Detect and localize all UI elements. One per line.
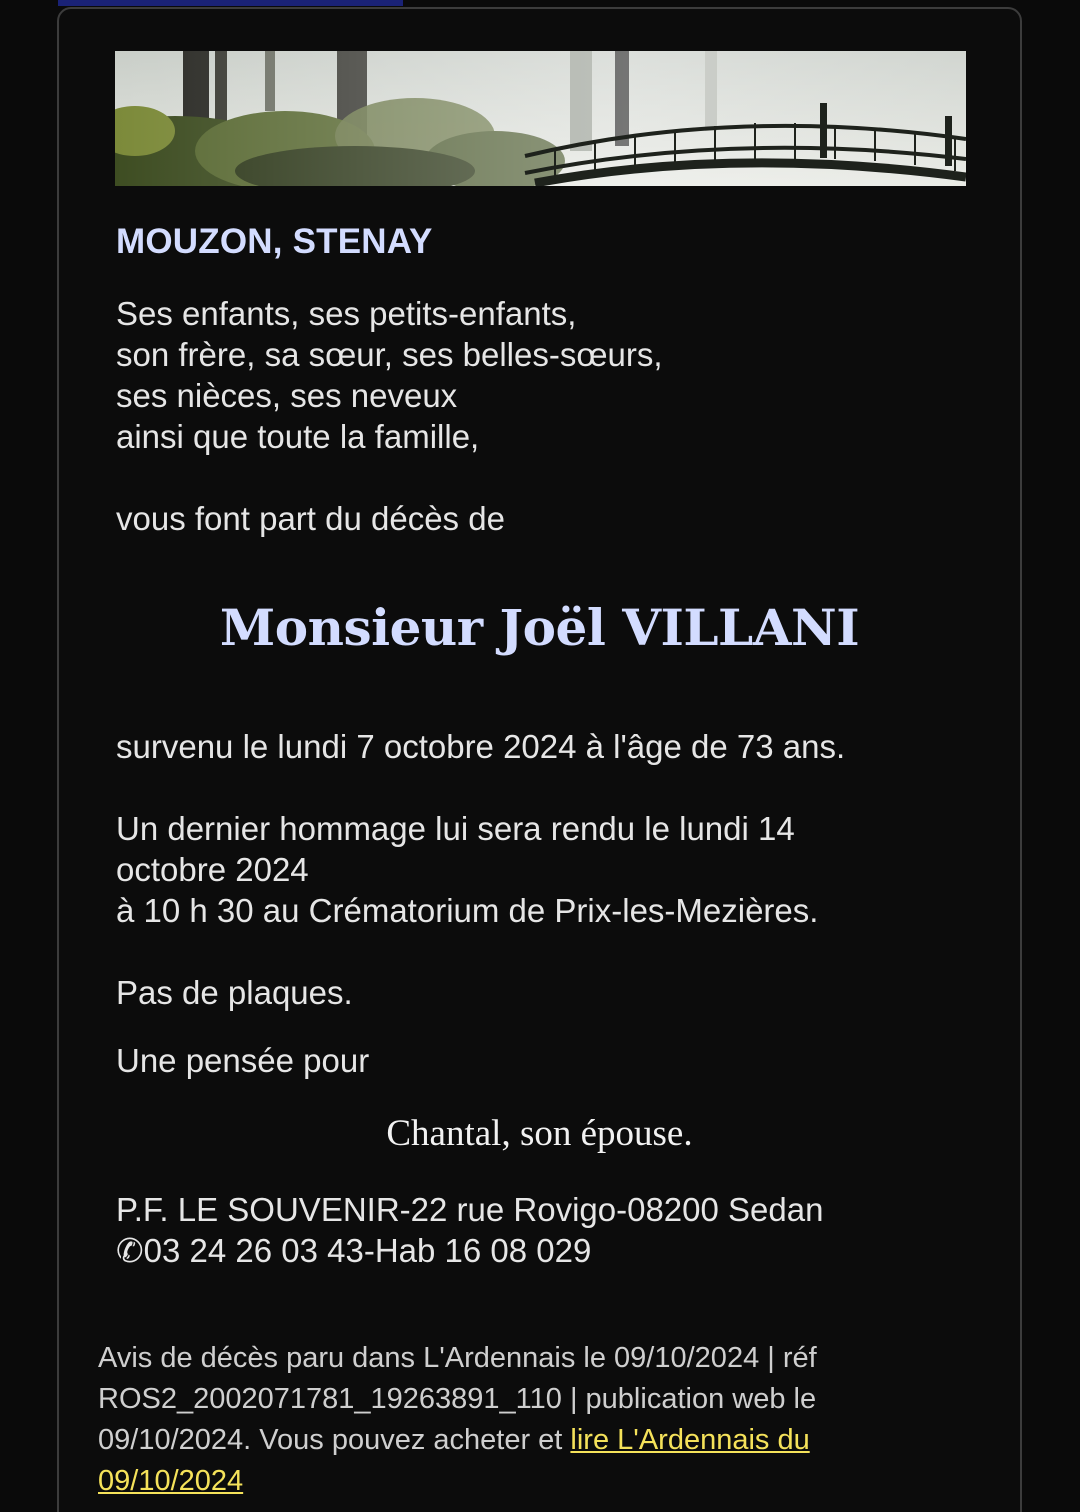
family-line-2: son frère, sa sœur, ses belles-sœurs, (116, 336, 663, 373)
funeral-home-phone: ✆03 24 26 03 43-Hab 16 08 029 (116, 1232, 592, 1269)
misty-park-bridge-image (115, 51, 966, 186)
announce-text: vous font part du décès de (116, 500, 505, 537)
no-plaques-text: Pas de plaques. (116, 974, 353, 1011)
funeral-home-address: P.F. LE SOUVENIR-22 rue Rovigo-08200 Sedan (116, 1191, 824, 1228)
death-info: survenu le lundi 7 octobre 2024 à l'âge de 73 ans. (116, 728, 846, 765)
read-newspaper-link[interactable]: lire L'Ardennais du 09/10/2024 (98, 1424, 810, 1497)
spouse-text: Chantal, son épouse. (386, 1113, 693, 1154)
family-line-4: ainsi que toute la famille, (116, 418, 480, 455)
top-accent-bar (58, 0, 403, 6)
banner-image (115, 51, 966, 186)
obituary-location: MOUZON, STENAY (116, 222, 433, 261)
family-line-1: Ses enfants, ses petits-enfants, (116, 295, 577, 332)
thought-text: Une pensée pour (116, 1042, 370, 1079)
publication-footer (98, 1338, 918, 1502)
family-line-3: ses nièces, ses neveux (116, 377, 458, 414)
ceremony-line-1: Un dernier hommage lui sera rendu le lundi 14 (116, 810, 795, 847)
ceremony-line-3: à 10 h 30 au Crématorium de Prix-les-Mezières. (116, 892, 819, 929)
footer-text: Avis de décès paru dans L'Ardennais le 09/10/2024 | réf ROS2_2002071781_19263891_110 | publication web le 09/10/2024. Vous pouvez acheter et (98, 1342, 817, 1456)
deceased-name: Monsieur Joël VILLANI (219, 598, 860, 657)
ceremony-line-2: octobre 2024 (116, 851, 309, 888)
